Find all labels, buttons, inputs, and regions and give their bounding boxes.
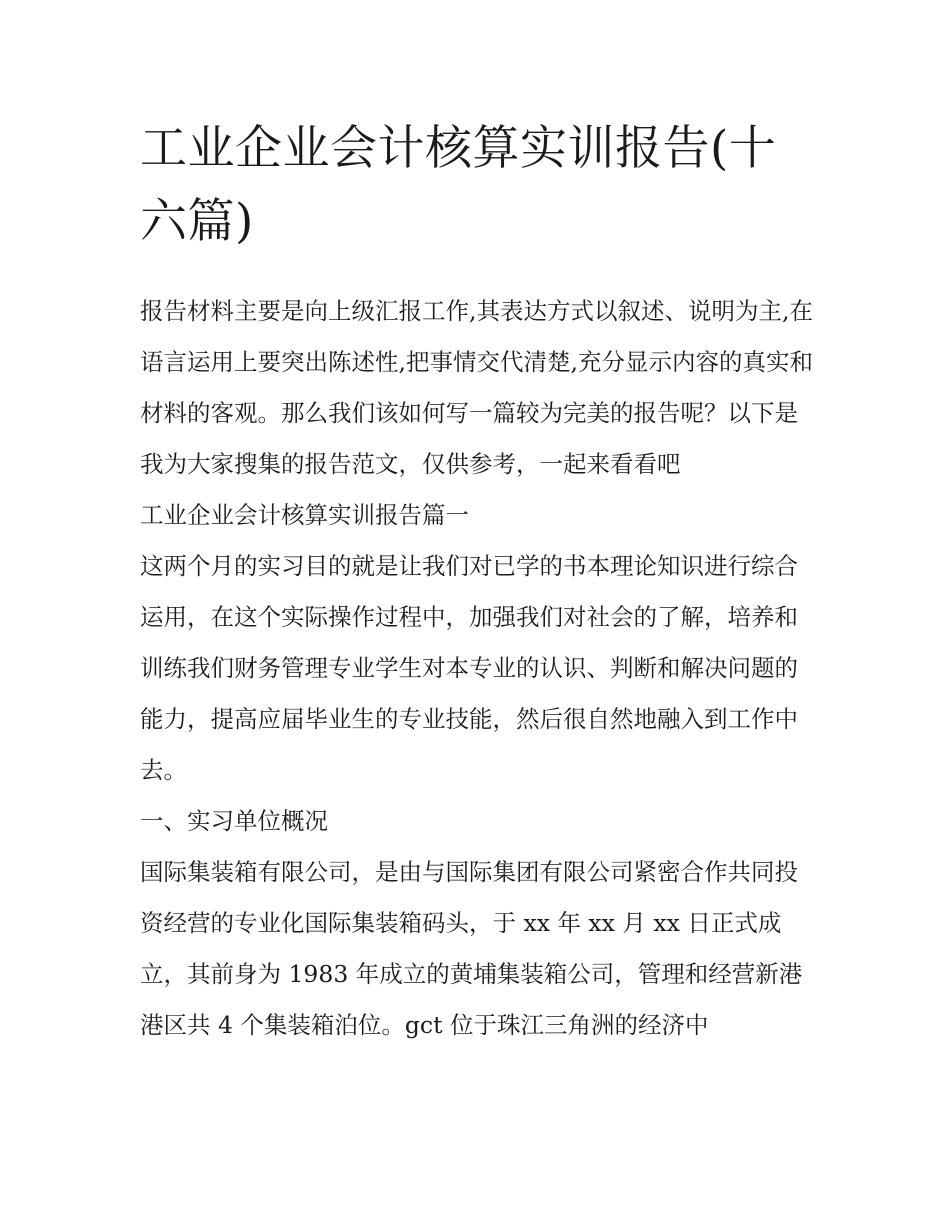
document-title: 工业企业会计核算实训报告(十六篇) (140, 121, 777, 249)
subheading-unit-overview: 一、实习单位概况 (140, 807, 328, 835)
document-body (140, 112, 820, 1051)
body-paragraph-2: 国际集装箱有限公司，是由与国际集团有限公司紧密合作共同投资经营的专业化国际集装箱码头，于 xx 年 xx 月 xx 日正式成立，其前身为 1983 年成立的黄埔集装箱公司，管理和经营新港港区共 4 个集装箱泊位。gct 位于珠江三角洲的经济中 (140, 858, 803, 1039)
body-paragraph-1: 这两个月的实习目的就是让我们对已学的书本理论知识进行综合运用，在这个实际操作过程中，加强我们对社会的了解，培养和训练我们财务管理专业学生对本专业的认识、判断和解决问题的能力，提高应届毕业生的专业技能，然后很自然地融入到工作中去。 (140, 552, 798, 784)
section-heading: 工业企业会计核算实训报告篇一 (140, 501, 469, 529)
intro-paragraph: 报告材料主要是向上级汇报工作,其表达方式以叙述、说明为主,在语言运用上要突出陈述性,把事情交代清楚,充分显示内容的真实和材料的客观。那么我们该如何写一篇较为完美的报告呢？以下是我为大家搜集的报告范文，仅供参考，一起来看看吧 (140, 297, 813, 478)
